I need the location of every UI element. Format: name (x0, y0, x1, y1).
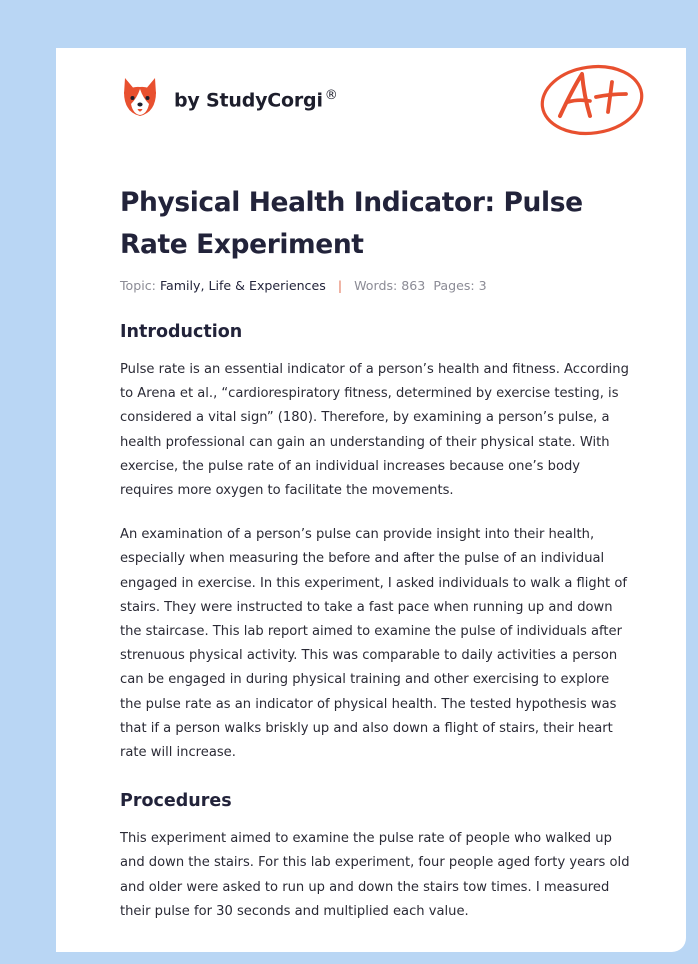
section-heading-introduction: Introduction (120, 322, 243, 342)
corgi-icon (120, 76, 160, 120)
topic-link[interactable]: Family, Life & Experiences (159, 278, 326, 293)
pages-label: Pages: (433, 278, 475, 293)
section-heading-procedures: Procedures (120, 791, 232, 812)
paragraph: Pulse rate is an essential indicator of a person’s health and fitness. According to Arena et al., “cardiorespiratory fitness, determined by exercise testing, is considered a vital sign” (180). Therefore, by examining a person’s pulse, a health professional can gain an understanding of their physical state. With exercise, the pulse rate of an individual increases because one’s body requires more oxygen to facilitate the movements. (120, 362, 629, 499)
words-count: 863 (401, 278, 426, 293)
page-header (120, 48, 630, 168)
document-meta (120, 276, 630, 296)
paragraph: An examination of a person’s pulse can provide insight into their health, especially when measuring the before and after the pulse of an individual engaged in exercise. In this experiment, I asked individuals to walk a flight of stairs. They were instructed to take a fast pace when running up and down the staircase. This lab report aimed to examine the pulse of individuals after strenuous physical activity. This was comparable to daily activities a person can be engaged in during physical training and other exercising to explore the pulse rate as an indicator of physical health. The tested hypothesis was that if a person walks briskly up and also down a flight of stairs, their heart rate will increase. (120, 527, 627, 761)
paragraph: This experiment aimed to examine the pulse rate of people who walked up and down the stairs. For this lab experiment, four people aged forty years old and older were asked to run up and down the stairs tow times. I measured their pulse for 30 seconds and multiplied each value. (120, 831, 630, 919)
a-plus-grade-icon (538, 60, 646, 138)
topic-label: Topic: (120, 278, 156, 293)
document-title: Physical Health Indicator: Pulse Rate Experiment (120, 187, 583, 260)
registered-mark: ® (324, 88, 338, 104)
brand-name (174, 88, 338, 111)
brand-name-text: by StudyCorgi (174, 89, 323, 112)
meta-separator: | (337, 278, 343, 293)
words-label: Words: (354, 278, 398, 293)
pages-count: 3 (478, 278, 487, 293)
studycorgi-logo[interactable] (120, 76, 338, 120)
document-page (56, 48, 686, 952)
